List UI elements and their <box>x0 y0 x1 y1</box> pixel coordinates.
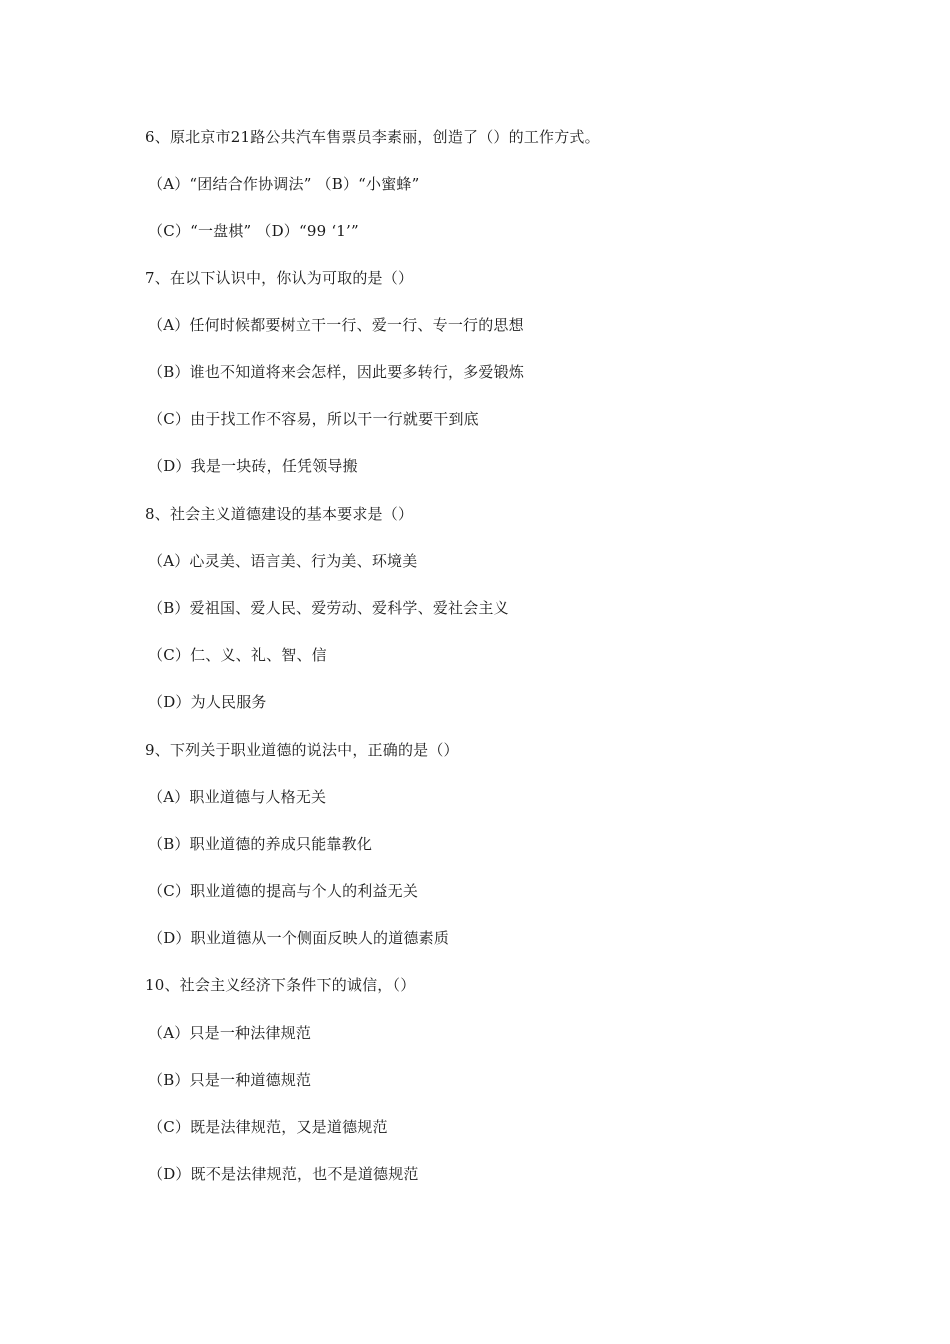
question-8-stem: 8、社会主义道德建设的基本要求是（） <box>145 505 414 523</box>
question-9-option-c: （C）职业道德的提高与个人的利益无关 <box>148 882 419 900</box>
question-10-option-a: （A）只是一种法律规范 <box>148 1024 312 1042</box>
question-9-stem: 9、下列关于职业道德的说法中，正确的是（） <box>145 741 459 759</box>
question-10-option-c: （C）既是法律规范，又是道德规范 <box>148 1118 388 1136</box>
question-6-options-ab: （A）“团结合作协调法” （B）“小蜜蜂” <box>148 175 420 193</box>
question-10-option-d: （D）既不是法律规范，也不是道德规范 <box>148 1165 419 1183</box>
question-8-option-b: （B）爱祖国、爱人民、爱劳动、爱科学、爱社会主义 <box>148 599 509 617</box>
question-7-option-b: （B）谁也不知道将来会怎样，因此要多转行，多爱锻炼 <box>148 363 525 381</box>
question-6-stem: 6、原北京市21路公共汽车售票员李素丽，创造了（）的工作方式。 <box>145 128 600 146</box>
question-7-stem: 7、在以下认识中，你认为可取的是（） <box>145 269 414 287</box>
question-9-option-d: （D）职业道德从一个侧面反映人的道德素质 <box>148 929 450 947</box>
question-7-option-c: （C）由于找工作不容易，所以干一行就要干到底 <box>148 410 479 428</box>
question-9-option-a: （A）职业道德与人格无关 <box>148 788 327 806</box>
question-8-option-d: （D）为人民服务 <box>148 693 267 711</box>
question-7-option-d: （D）我是一块砖，任凭领导搬 <box>148 457 358 475</box>
question-6-options-cd: （C）“一盘棋” （D）“99 ‘1’” <box>148 222 359 240</box>
question-7-option-a: （A）任何时候都要树立干一行、爱一行、专一行的思想 <box>148 316 524 334</box>
question-8-option-c: （C）仁、义、礼、智、信 <box>148 646 327 664</box>
question-10-stem: 10、社会主义经济下条件下的诚信，（） <box>145 976 416 994</box>
question-9-option-b: （B）职业道德的养成只能靠教化 <box>148 835 373 853</box>
question-8-option-a: （A）心灵美、语言美、行为美、环境美 <box>148 552 418 570</box>
question-10-option-b: （B）只是一种道德规范 <box>148 1071 312 1089</box>
